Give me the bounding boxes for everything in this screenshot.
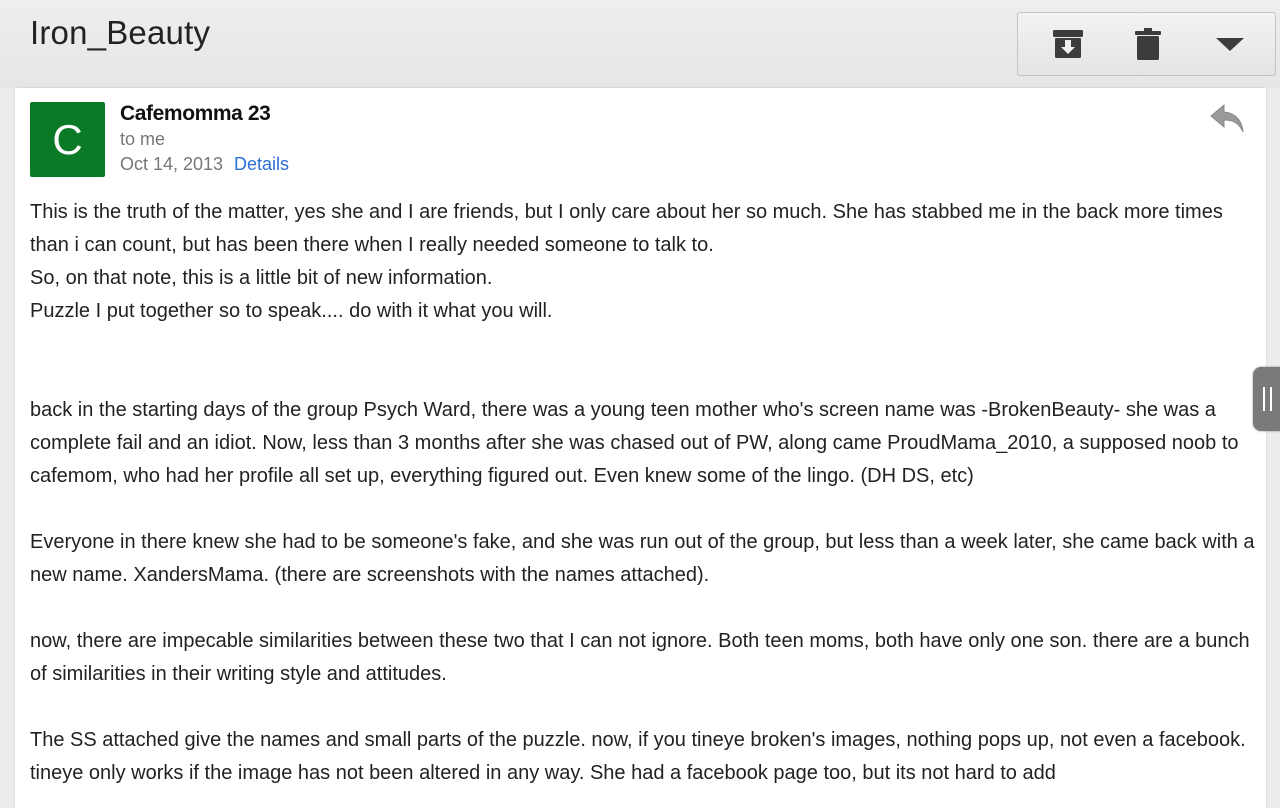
body-paragraph: Puzzle I put together so to speak.... do with it what you will. bbox=[30, 300, 553, 322]
message-date: Oct 14, 2013 bbox=[120, 154, 224, 174]
grip-icon bbox=[1263, 387, 1272, 411]
side-panel-handle[interactable] bbox=[1253, 367, 1280, 431]
sender-name[interactable]: Cafemomma 23 bbox=[120, 102, 271, 125]
action-toolbar bbox=[1017, 12, 1276, 76]
message-body bbox=[30, 196, 1255, 790]
body-paragraph: Everyone in there knew she had to be someone's fake, and she was run out of the group, but less than a week later, she came back with a new name. XandersMama. (there are screenshots with the names attached). bbox=[30, 531, 1255, 586]
avatar[interactable]: C bbox=[30, 102, 105, 177]
archive-button[interactable] bbox=[1028, 13, 1108, 75]
reply-button[interactable] bbox=[1208, 102, 1248, 136]
trash-icon bbox=[1135, 28, 1161, 60]
body-paragraph: This is the truth of the matter, yes she and I are friends, but I only care about her so much. She has stabbed me in the back more times than i can count, but has been there when I really needed someone to talk to. bbox=[30, 201, 1223, 256]
reply-icon bbox=[1208, 102, 1248, 136]
chevron-down-icon bbox=[1215, 36, 1245, 52]
body-paragraph: The SS attached give the names and small parts of the puzzle. now, if you tineye broken's images, nothing pops up, not even a facebook. tineye only works if the image has not been altered in any way. She had a facebook page too, but its not hard to add bbox=[30, 729, 1246, 784]
body-paragraph: now, there are impecable similarities between these two that I can not ignore. Both teen moms, both have only one son. there are a bunch of similarities in their writing style and attitudes. bbox=[30, 630, 1250, 685]
details-link[interactable]: Details bbox=[234, 154, 290, 174]
recipient-label: to me bbox=[120, 129, 166, 149]
delete-button[interactable] bbox=[1108, 13, 1188, 75]
message-card bbox=[15, 88, 1266, 808]
top-bar bbox=[0, 0, 1280, 88]
archive-icon bbox=[1052, 29, 1084, 59]
more-options-button[interactable] bbox=[1190, 13, 1270, 75]
body-paragraph: back in the starting days of the group Psych Ward, there was a young teen mother who's screen name was -BrokenBeauty- she was a complete fail and an idiot. Now, less than 3 months after she was chased out of PW, along came ProudMama_2010, a supposed noob to cafemom, who had her profile all set up, everything figured out. Even knew some of the lingo. (DH DS, etc) bbox=[30, 399, 1239, 487]
email-subject: Iron_Beauty bbox=[30, 14, 211, 51]
body-paragraph: So, on that note, this is a little bit of new information. bbox=[30, 267, 493, 289]
